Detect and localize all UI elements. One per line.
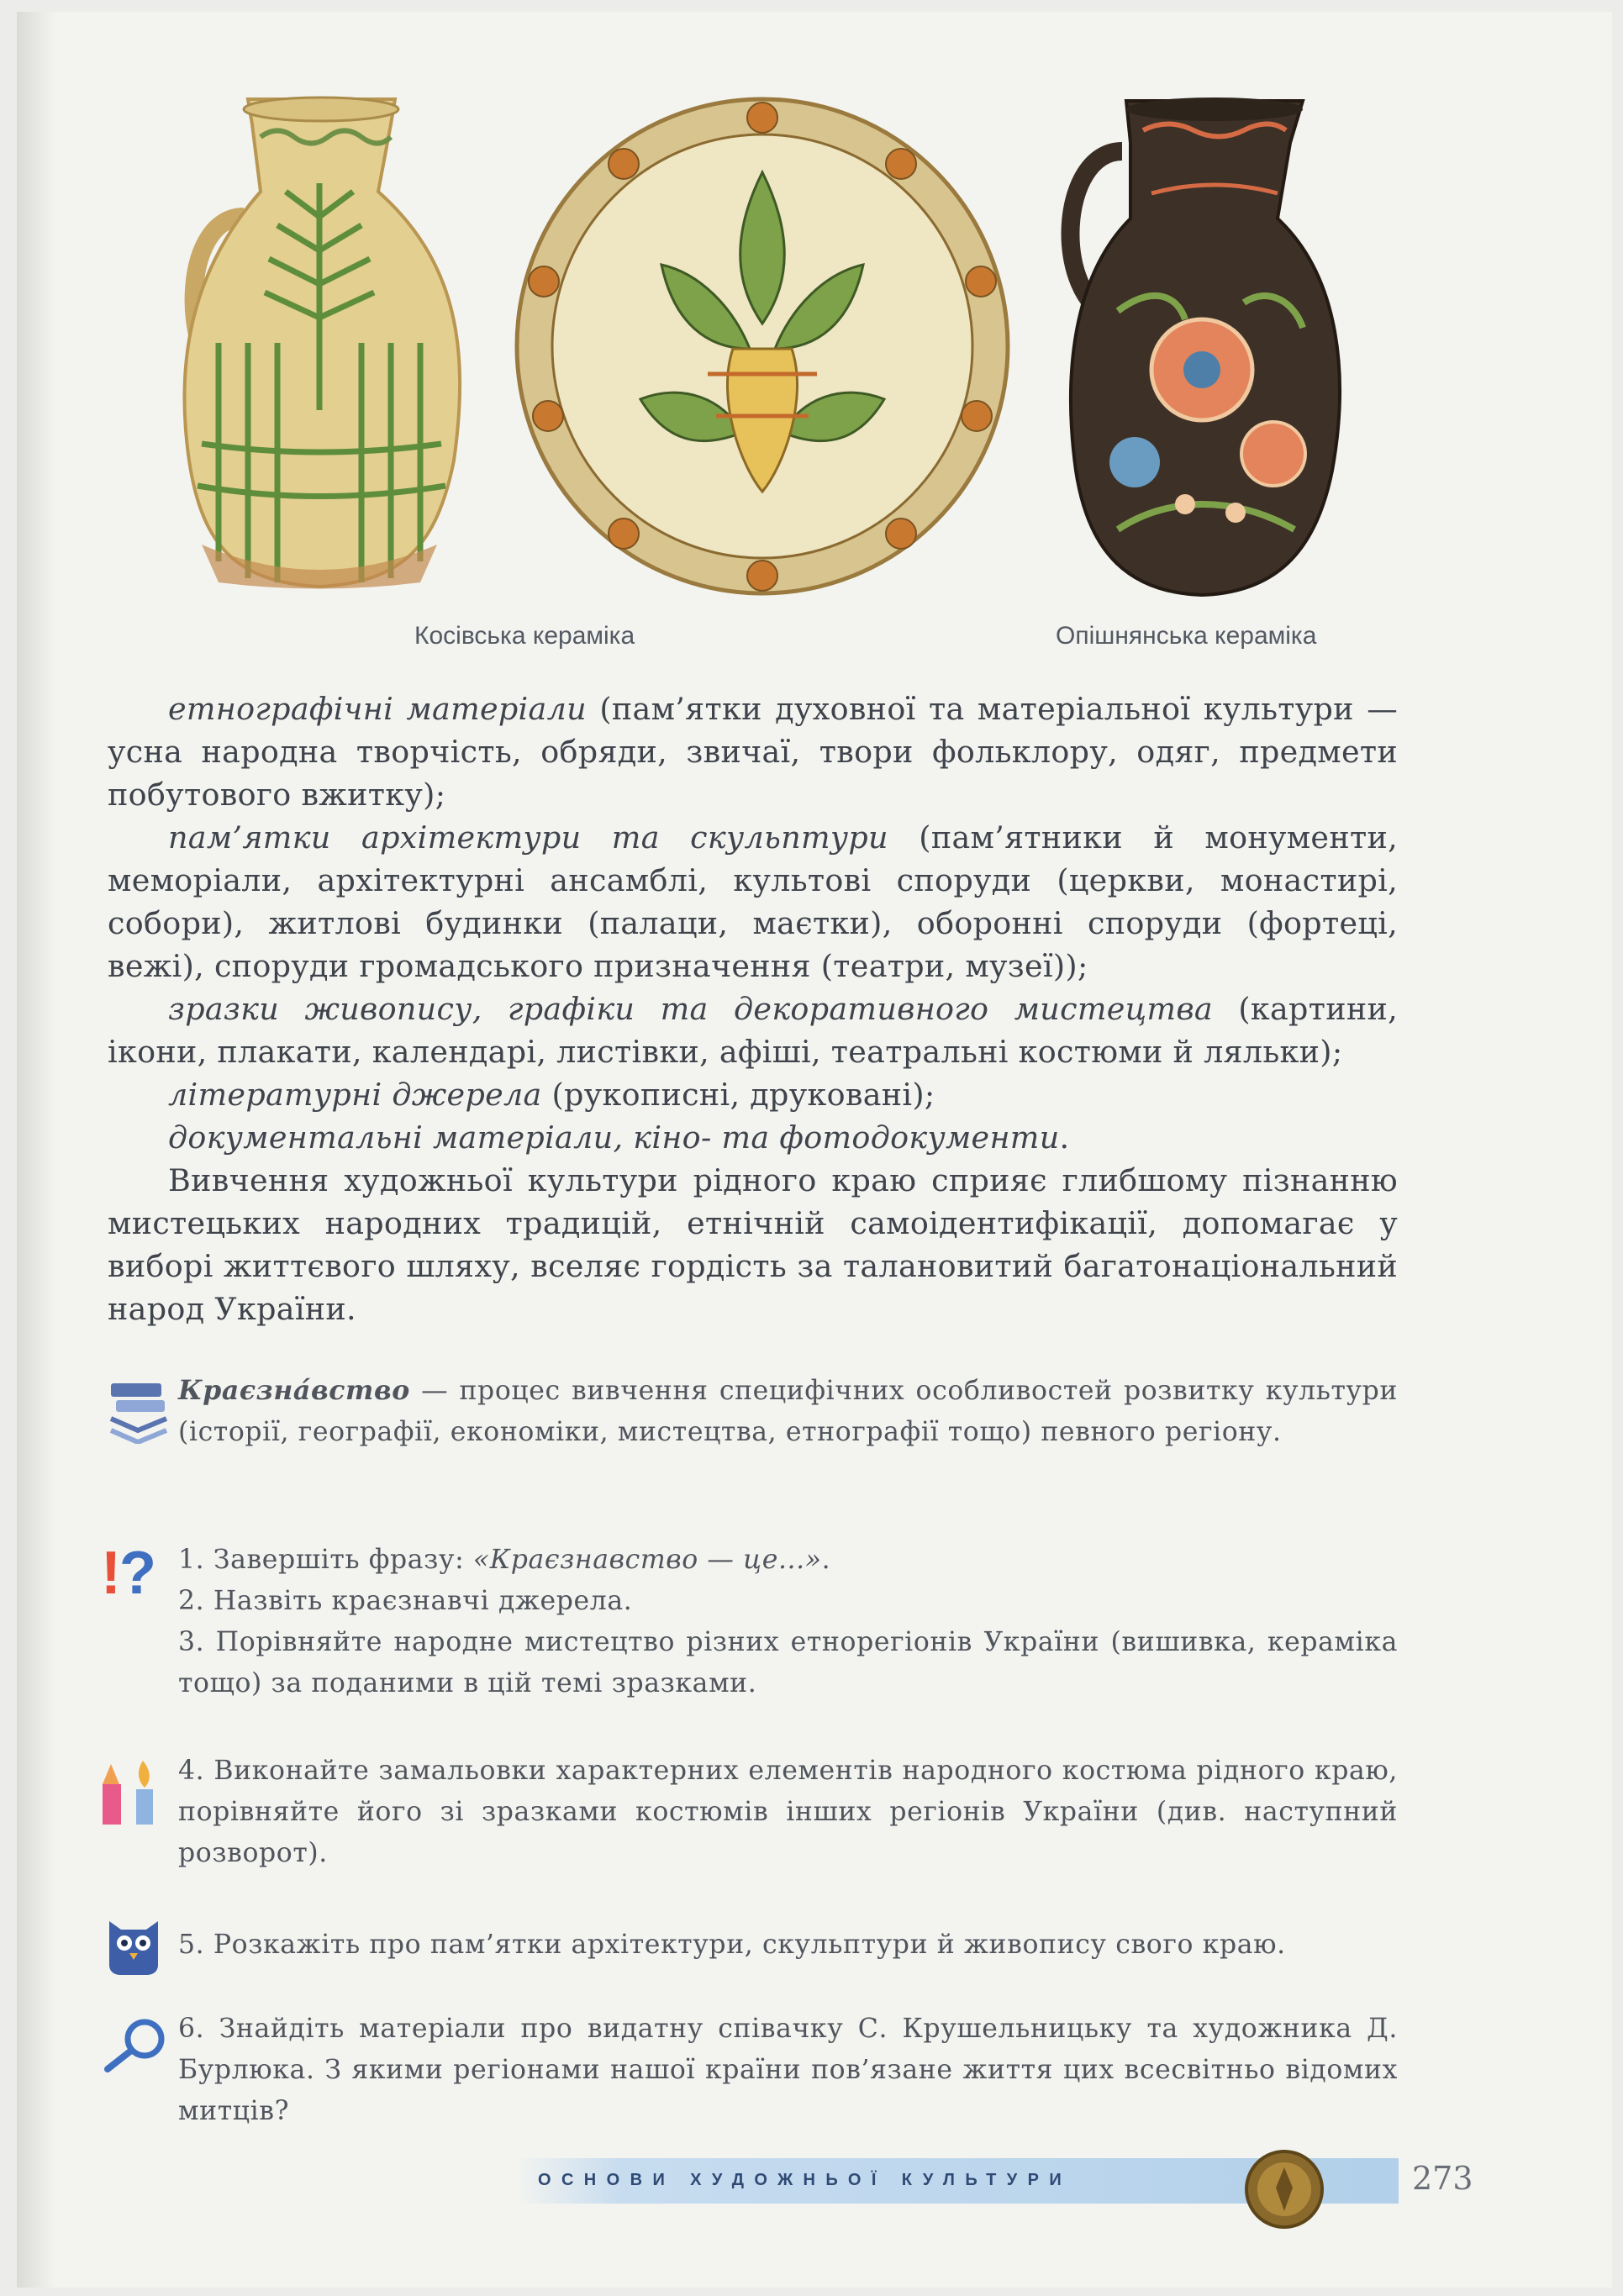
- list-text: (пам’ятники й монументи, меморіали, архітектурні ансамблі, культові споруди (церкви, монастирі, собори), житлові будинки (палаци, маєтки), оборонні споруди (фортеці, вежі), споруди громадського призначення (театри, музеї));: [108, 819, 1398, 984]
- definition-block: [178, 1370, 1398, 1453]
- pencil-brush-icon: [99, 1759, 161, 1833]
- opishnia-jug-image: [1051, 92, 1345, 597]
- kosiv-plate-image: [514, 97, 1010, 597]
- question-exclamation-icon: [101, 1538, 163, 1609]
- list-term: документальні матеріали, кіно- та фотодокументи: [168, 1119, 1060, 1156]
- footer-title: ОСНОВИ ХУДОЖНЬОЇ КУЛЬТУРИ: [538, 2171, 1072, 2189]
- list-text: (пам’ятки духовної та матеріальної культури — усна народна творчість, обряди, звичаї, твори фольклору, одяг, предмети побутового вжитку);: [108, 691, 1398, 813]
- emblem-icon: [1244, 2149, 1325, 2233]
- list-term: зразки живопису, графіки та декоративного мистецтва: [168, 991, 1213, 1027]
- kosiv-jug-image: [168, 91, 471, 595]
- task-6: 6. Знайдіть матеріали про видатну співачку С. Крушельницьку та художника Д. Бурлюка. З якими регіонами нашої країни пов’язане життя цих всесвітньо відомих митців?: [178, 2014, 1398, 2126]
- svg-text:?: ?: [119, 1540, 156, 1605]
- caption-kosiv: Косівська кераміка: [414, 622, 635, 650]
- list-term: етнографічні матеріали: [168, 691, 587, 727]
- owl-icon: [106, 1916, 161, 1980]
- magnifier-icon: [103, 2017, 178, 2076]
- list-term: пам’ятки архітектури та скульптури: [168, 819, 888, 856]
- list-term: літературні джерела: [168, 1077, 542, 1113]
- list-text: .: [1059, 1119, 1070, 1156]
- list-item: [108, 987, 1398, 1073]
- list-item: [108, 816, 1398, 987]
- question-2: 2. Назвіть краєзнавчі джерела.: [178, 1586, 633, 1616]
- list-text: (картини, ікони, плакати, календарі, листівки, афіші, театральні костюми й ляльки);: [108, 991, 1398, 1070]
- question-1: 1. Завершіть фразу: «Краєзнавство — це...».: [178, 1545, 831, 1575]
- definition-text: — процес вивчення специфічних особливостей розвитку культури (історії, географії, економіки, мистецтва, етнографії тощо) певного регіону.: [178, 1376, 1398, 1447]
- svg-text:!: !: [101, 1540, 121, 1605]
- task-4: 4. Виконайте замальовки характерних елементів народного костюма рідного краю, порівняйте його зі зразками костюмів інших регіонів України (див. наступний розворот).: [178, 1756, 1398, 1868]
- list-text: (рукописні, друковані);: [541, 1077, 935, 1113]
- definition-term: Краєзна́вство: [178, 1375, 410, 1406]
- task-5: 5. Розкажіть про пам’ятки архітектури, скульптури й живопису свого краю.: [178, 1930, 1286, 1960]
- main-text: [108, 687, 1398, 1330]
- body-paragraph: Вивчення художньої культури рідного краю сприяє глибшому пізнанню мистецьких народних традицій, етнічній самоідентифікації, допомагає у виборі життєвого шляху, вселяє гордість за талановитий багатонаціональний народ України.: [108, 1162, 1398, 1327]
- list-item: [108, 1116, 1398, 1159]
- page-number: 273: [1412, 2160, 1473, 2197]
- list-item: [108, 1073, 1398, 1116]
- plate-icon: [514, 97, 1010, 597]
- questions-block: [178, 1540, 1398, 1704]
- books-icon: [108, 1378, 170, 1447]
- question-3: 3. Порівняйте народне мистецтво різних етнорегіонів України (вишивка, кераміка тощо) за поданими в цій темі зразками.: [178, 1627, 1398, 1698]
- page-fold: [17, 12, 55, 2288]
- jug-icon: [168, 91, 471, 595]
- list-item: [108, 687, 1398, 816]
- caption-opishnia: Опішнянська кераміка: [1056, 622, 1317, 650]
- jug-icon: [1051, 92, 1345, 597]
